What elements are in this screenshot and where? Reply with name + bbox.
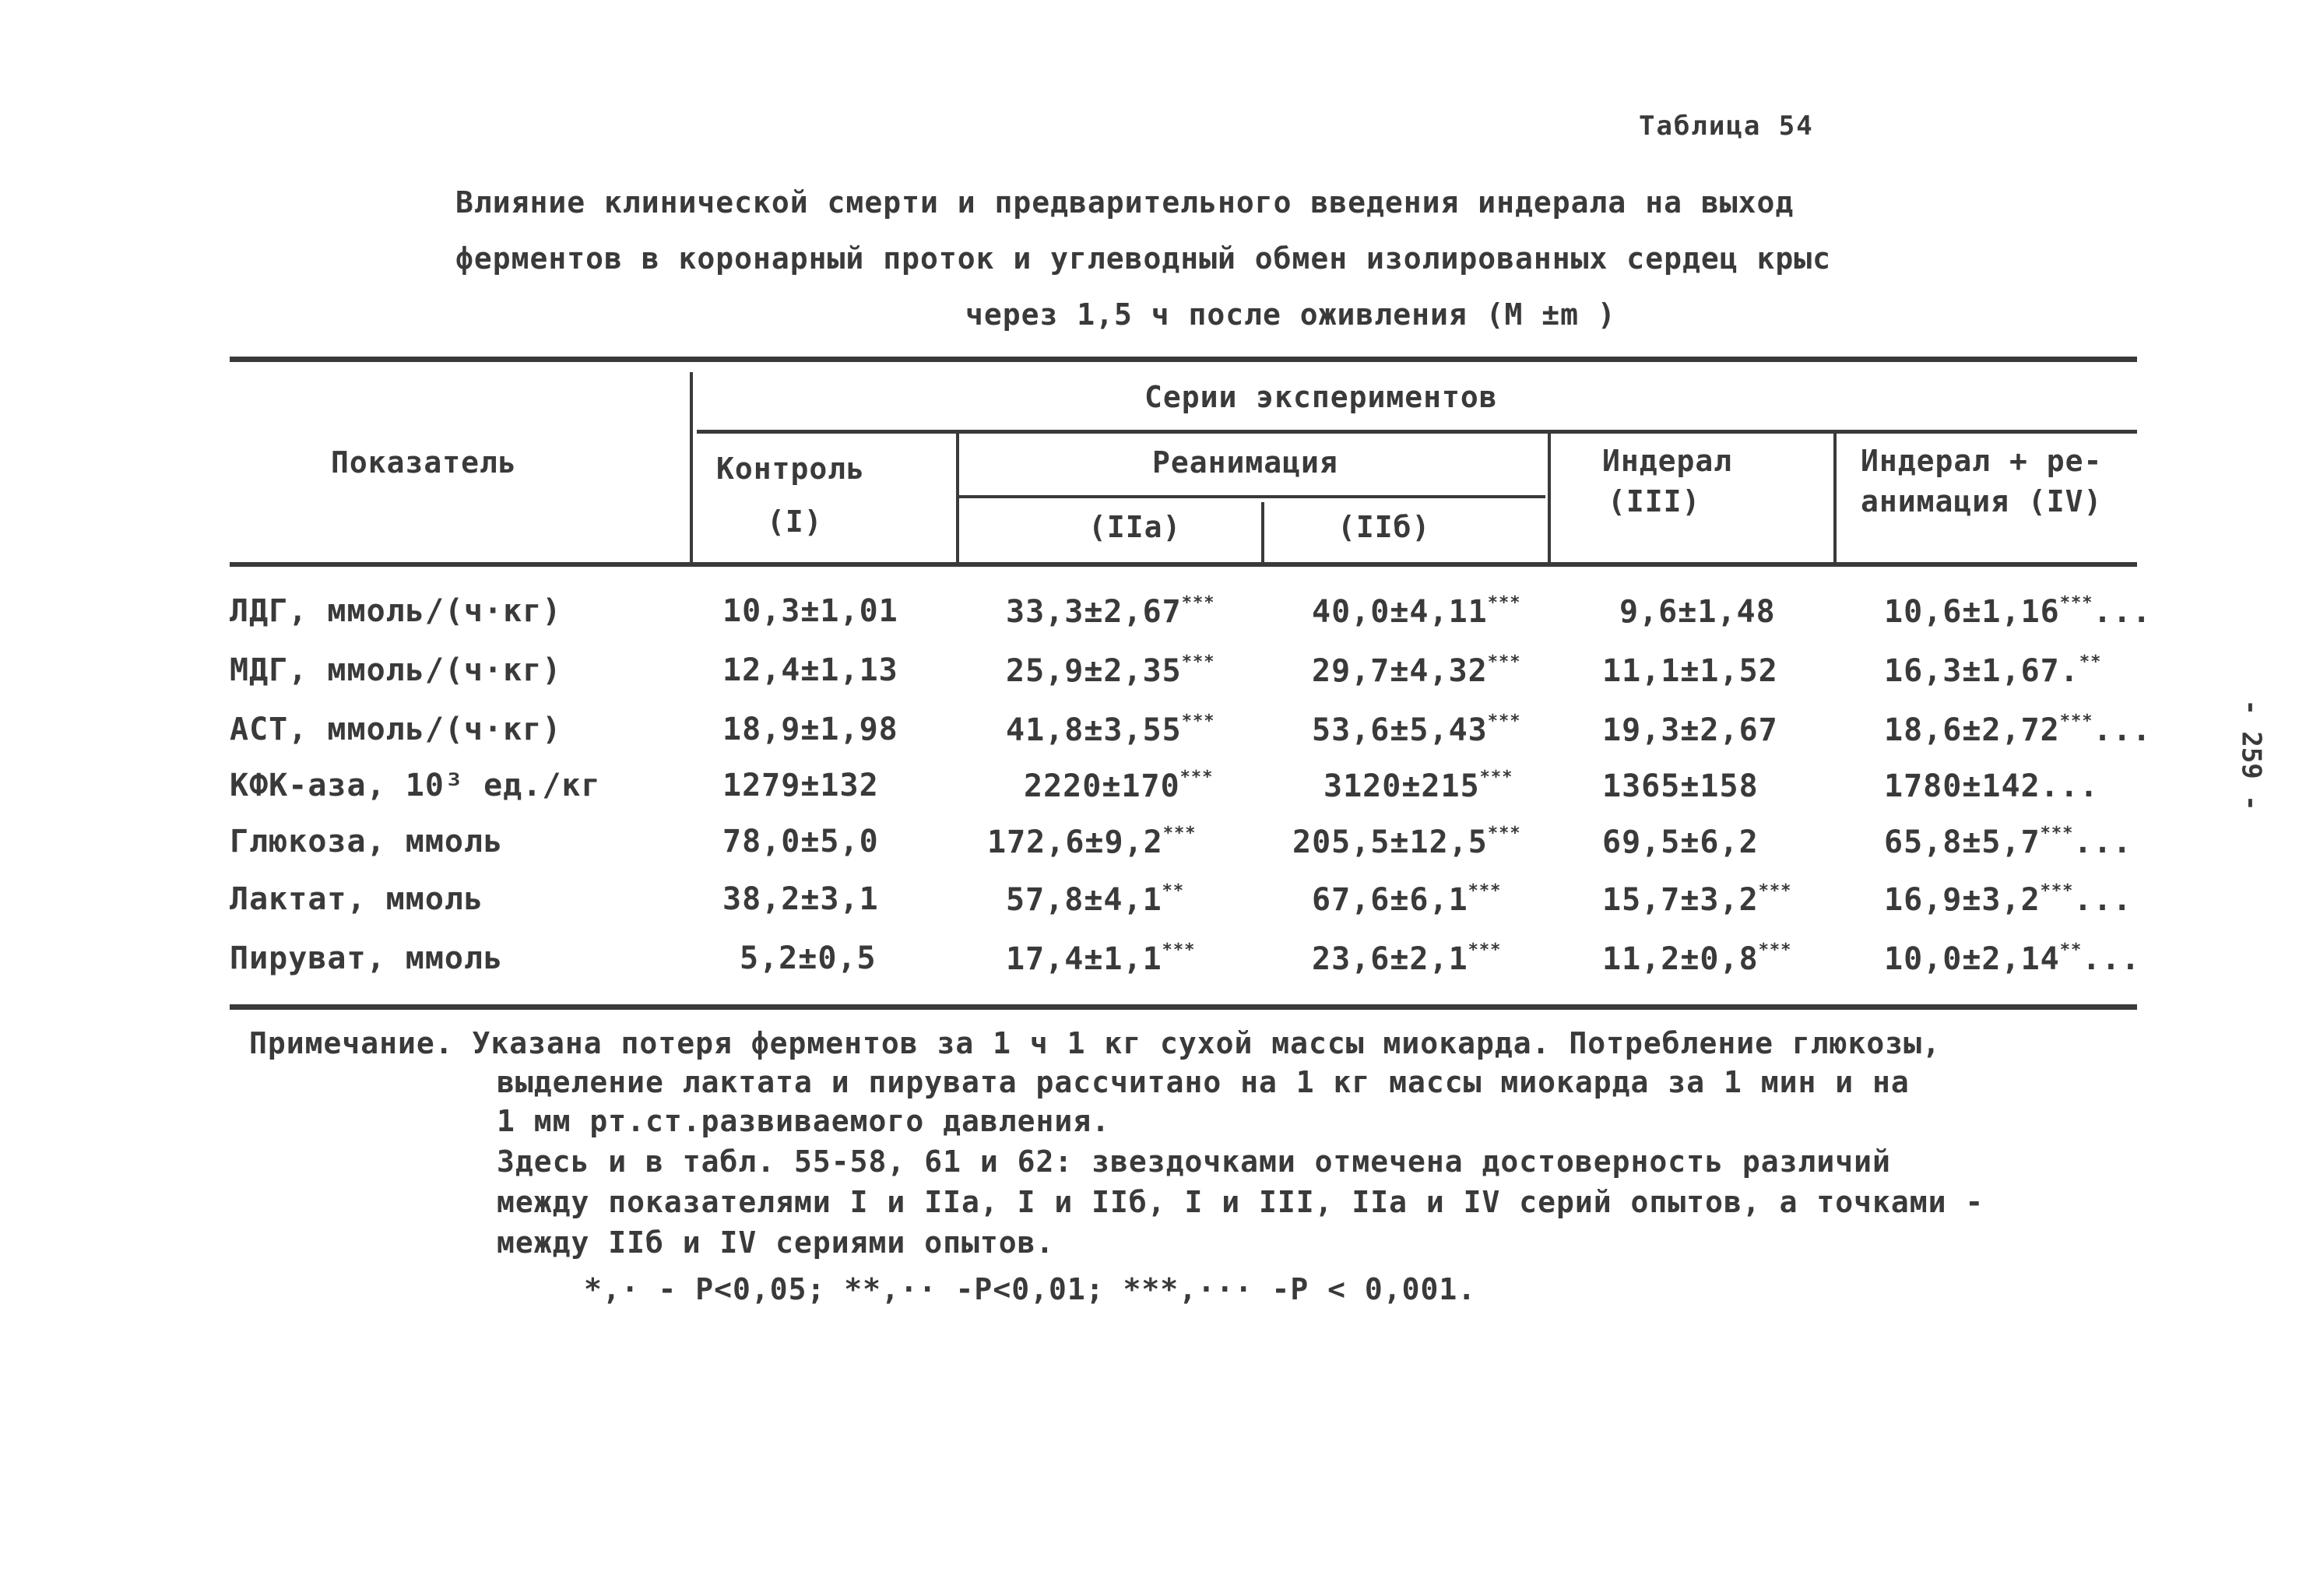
cell-reanimation-b: 67,6±6,1*** bbox=[1312, 881, 1502, 918]
cell-inderal: 11,2±0,8*** bbox=[1602, 940, 1792, 977]
row-label: Лактат, ммоль bbox=[230, 881, 484, 917]
caption-line-2: ферментов в коронарный проток и углеводный обмен изолированных сердец крыс bbox=[455, 241, 1831, 276]
header-bottom-rule bbox=[230, 562, 2137, 567]
inderal-divider bbox=[1833, 432, 1837, 564]
cell-reanimation-a: 25,9±2,35*** bbox=[1006, 652, 1215, 689]
cell-reanimation-b: 3120±215*** bbox=[1323, 768, 1513, 804]
cell-inderal: 15,7±3,2*** bbox=[1602, 881, 1792, 918]
cell-reanimation-b: 23,6±2,1*** bbox=[1312, 940, 1502, 977]
cell-control: 10,3±1,01 bbox=[722, 593, 898, 629]
cell-reanimation-a: 2220±170*** bbox=[1024, 768, 1214, 804]
cell-inderal-reanimation: 10,0±2,14**... bbox=[1884, 940, 2141, 977]
note-line-1: Примечание. Указана потеря ферментов за 1 ч 1 кг сухой массы миокарда. Потребление глюкозы, bbox=[249, 1026, 1941, 1060]
reanimation-rule bbox=[958, 495, 1545, 498]
cell-inderal-reanimation: 10,6±1,16***... bbox=[1884, 593, 2152, 630]
table-label: Таблица 54 bbox=[1639, 111, 1814, 142]
header-control: Контроль bbox=[716, 452, 866, 486]
cell-control: 38,2±3,1 bbox=[722, 881, 879, 917]
row-label: КФК-аза, 10³ ед./кг bbox=[230, 768, 601, 803]
cell-inderal-reanimation: 16,3±1,67.** bbox=[1884, 652, 2102, 689]
cell-inderal-reanimation: 18,6±2,72***... bbox=[1884, 712, 2152, 748]
cell-inderal-reanimation: 65,8±5,7***... bbox=[1884, 824, 2132, 860]
caption-line-1: Влияние клинической смерти и предварительного введения индерала на выход bbox=[455, 185, 1795, 220]
cell-reanimation-a: 57,8±4,1** bbox=[1006, 881, 1185, 918]
cell-reanimation-b: 53,6±5,43*** bbox=[1312, 712, 1521, 748]
note-line-2: выделение лактата и пирувата рассчитано на 1 кг массы миокарда за 1 мин и на bbox=[497, 1065, 1910, 1099]
cell-inderal-reanimation: 16,9±3,2***... bbox=[1884, 881, 2132, 918]
series-rule bbox=[697, 430, 2137, 434]
caption-line-3: через 1,5 ч после оживления (M ±m ) bbox=[965, 297, 1616, 332]
table-bottom-rule bbox=[230, 1004, 2137, 1010]
header-indicator: Показатель bbox=[331, 445, 517, 480]
cell-control: 5,2±0,5 bbox=[740, 940, 877, 976]
cell-control: 1279±132 bbox=[722, 768, 879, 803]
cell-inderal: 69,5±6,2 bbox=[1602, 824, 1759, 860]
cell-reanimation-a: 33,3±2,67*** bbox=[1006, 593, 1215, 630]
reanimation-divider bbox=[1548, 432, 1551, 564]
cell-inderal: 9,6±1,48 bbox=[1619, 594, 1776, 630]
control-divider bbox=[956, 432, 959, 564]
header-reanimation-b: (IIб) bbox=[1338, 510, 1431, 544]
header-control-num: (I) bbox=[767, 504, 823, 539]
cell-reanimation-a: 17,4±1,1*** bbox=[1006, 940, 1196, 977]
cell-inderal: 1365±158 bbox=[1602, 768, 1759, 804]
header-reanimation: Реанимация bbox=[1152, 445, 1338, 480]
indicator-divider bbox=[690, 372, 693, 564]
header-inderal: Индерал bbox=[1602, 444, 1733, 478]
row-label: Глюкоза, ммоль bbox=[230, 824, 504, 860]
row-label: МДГ, ммоль/(ч·кг) bbox=[230, 652, 562, 688]
cell-control: 78,0±5,0 bbox=[722, 824, 879, 860]
note-line-7: *,· - P<0,05; **,·· -P<0,01; ***,··· -P < 0,001. bbox=[584, 1272, 1477, 1306]
cell-reanimation-b: 29,7±4,32*** bbox=[1312, 652, 1521, 689]
header-inderal-num: (III) bbox=[1608, 484, 1701, 519]
cell-reanimation-b: 40,0±4,11*** bbox=[1312, 593, 1521, 630]
cell-reanimation-a: 41,8±3,55*** bbox=[1006, 712, 1215, 748]
table-top-rule bbox=[230, 357, 2137, 362]
note-line-4: Здесь и в табл. 55-58, 61 и 62: звездочками отмечена достоверность различий bbox=[497, 1144, 1891, 1179]
cell-control: 18,9±1,98 bbox=[722, 712, 898, 747]
cell-reanimation-b: 205,5±12,5*** bbox=[1292, 824, 1521, 860]
page-number-text: - 259 - bbox=[2235, 699, 2267, 811]
row-label: АСТ, ммоль/(ч·кг) bbox=[230, 712, 562, 747]
header-series: Серии экспериментов bbox=[1144, 380, 1498, 414]
page-number bbox=[2195, 677, 2267, 833]
cell-reanimation-a: 172,6±9,2*** bbox=[987, 824, 1197, 860]
header-inderal-reanimation-1: Индерал + ре- bbox=[1861, 444, 2103, 478]
cell-inderal: 19,3±2,67 bbox=[1602, 712, 1778, 748]
note-line-6: между IIб и IV сериями опытов. bbox=[497, 1225, 1055, 1260]
row-label: Пируват, ммоль bbox=[230, 940, 504, 976]
header-inderal-reanimation-2: анимация (IV) bbox=[1861, 484, 2103, 519]
header-reanimation-a: (IIa) bbox=[1088, 510, 1182, 544]
note-line-5: между показателями I и IIа, I и IIб, I и III, IIа и IV серий опытов, а точками - bbox=[497, 1185, 1984, 1219]
note-line-3: 1 мм рт.ст.развиваемого давления. bbox=[497, 1104, 1110, 1138]
cell-inderal: 11,1±1,52 bbox=[1602, 653, 1778, 689]
cell-control: 12,4±1,13 bbox=[722, 652, 898, 688]
cell-inderal-reanimation: 1780±142... bbox=[1884, 768, 2099, 804]
reanimation-sub-divider bbox=[1261, 502, 1264, 564]
row-label: ЛДГ, ммоль/(ч·кг) bbox=[230, 593, 562, 629]
